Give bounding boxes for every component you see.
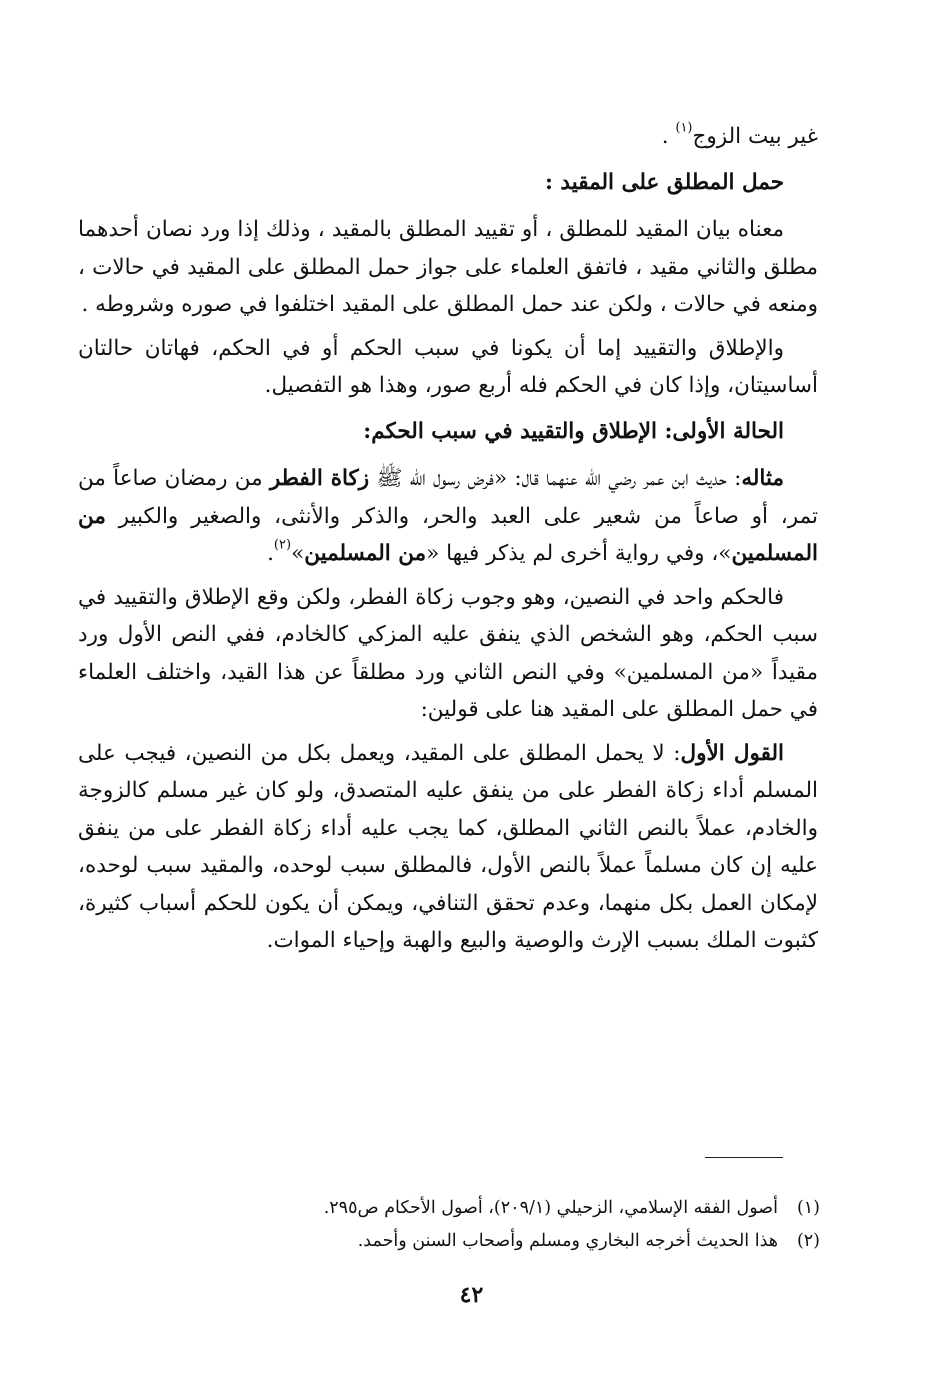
footnote-separator <box>705 1157 783 1158</box>
example-text-b: من رمضان صاعاً من تمر، أو صاعاً من شعير على العبد والحر، والذكر والأنثى، والصغير والكبير <box>78 466 818 529</box>
example-bold-b: من المسلمين <box>78 503 818 566</box>
example-text-c: »، وفي رواية أخرى لم يذكر فيها « <box>426 541 732 566</box>
paragraph-definition: معناه بيان المقيد للمطلق ، أو تقييد المطلق بالمقيد ، وذلك إذا ورد نصان أحدهما مطلق والثاني مقيد ، فاتفق العلماء على جواز حمل المطلق على المقيد في حالات ، ومنعه في حالات ، ولكن عند حمل المطلق على المقيد اختلفوا في صوره وشروطه . <box>78 217 818 317</box>
footnote-number: (١) <box>796 1198 820 1218</box>
section-heading-1: حمل المطلق على المقيد : <box>545 169 784 195</box>
intro-text: غير بيت الزوج <box>692 124 818 149</box>
example-end: . <box>267 541 274 566</box>
section-heading-2: الحالة الأولى: الإطلاق والتقييد في سبب الحكم: <box>363 418 784 444</box>
intro-line <box>78 118 818 156</box>
footnote-text: أصول الفقه الإسلامي، الزحيلي (٢٠٩/١)، أصول الأحكام ص٢٩٥. <box>323 1198 778 1218</box>
paragraph-first-opinion <box>78 735 818 960</box>
example-bold-a: زكاة الفطر <box>269 466 370 491</box>
footnotes <box>150 1192 820 1258</box>
page-number: ٤٢ <box>459 1282 484 1308</box>
main-text <box>78 118 818 966</box>
paragraph-ruling: فالحكم واحد في النصين، وهو وجوب زكاة الفطر، ولكن وقع الإطلاق والتقييد في سبب الحكم، وهو الشخص الذي ينفق عليه المزكي كالخادم، ففي النص الأول ورد مقيداً «من المسلمين» وفي النص الثاني ورد مطلقاً عن هذا القيد، واختلف العلماء في حمل المطلق على المقيد هنا على قولين: <box>78 584 818 722</box>
intro-end: . <box>661 124 676 149</box>
example-label: مثاله <box>741 466 784 491</box>
footnote-number: (٢) <box>796 1231 820 1251</box>
footnote-ref-1[interactable]: (١) <box>675 120 693 136</box>
paragraph-example <box>78 460 818 573</box>
paragraph-cases: والإطلاق والتقييد إما أن يكونا في سبب الحكم أو في الحكم، فهاتان حالتان أساسيتان، وإذا كان في الحكم فله أربع صور، وهذا هو التفصيل. <box>78 335 818 398</box>
example-text-d: » <box>291 541 305 566</box>
footnote-2 <box>150 1225 820 1258</box>
first-opinion-text: : لا يحمل المطلق على المقيد، ويعمل بكل من النصين، فيجب على المسلم أداء زكاة الفطر على من ينفق عليه المتصدق، ولو كان غير مسلم كالزوجة والخادم، عملاً بالنص الثاني المطلق، كما يجب عليه أداء زكاة الفطر على من ينفق عليه إن كان مسلماً عملاً بالنص الأول، فالمطلق سبب لوحده، والمقيد سبب لوحده، لإمكان العمل بكل منهما، وعدم تحقق التنافي، ويمكن أن يكون للحكم أسباب كثيرة، كثبوت الملك بسبب الإرث والوصية والبيع والهبة وإحياء الموات. <box>78 740 818 953</box>
example-bold-c: من المسلمين <box>304 541 427 566</box>
footnote-1 <box>150 1192 820 1225</box>
example-text-a: : حديث ابن عمر رضي الله عنهما قال: «فرض رسول الله ﷺ <box>369 466 742 491</box>
footnote-ref-2[interactable]: (٢) <box>273 537 292 553</box>
footnote-text: هذا الحديث أخرجه البخاري ومسلم وأصحاب السنن وأحمد. <box>357 1231 778 1251</box>
first-opinion-label: القول الأول <box>680 740 784 766</box>
